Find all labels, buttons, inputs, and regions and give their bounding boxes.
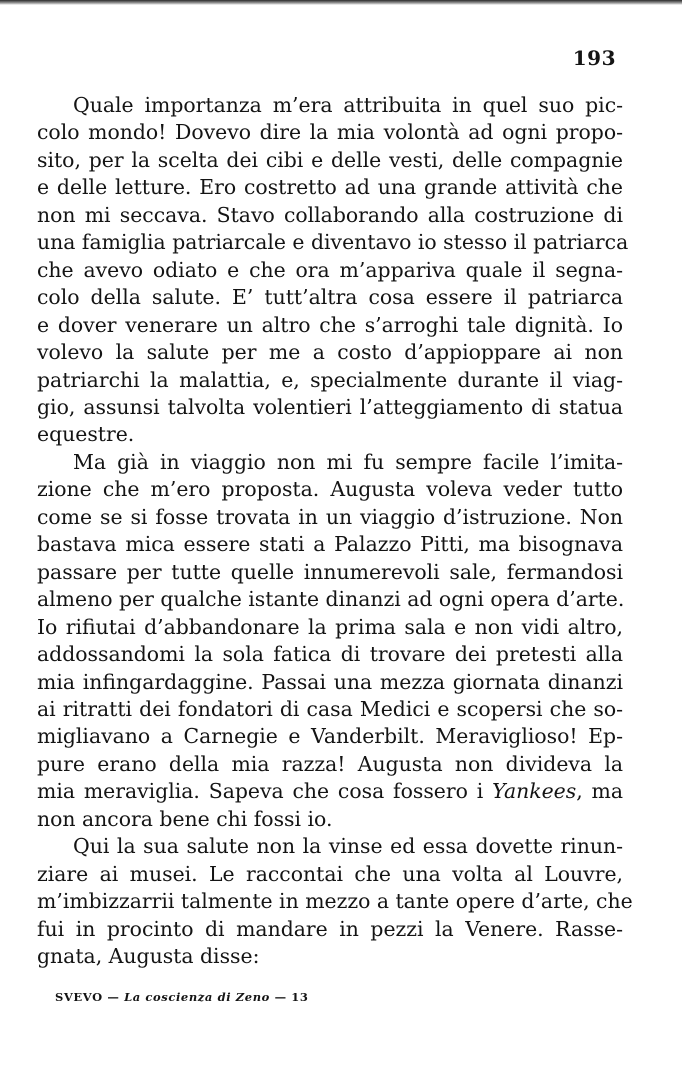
text-line: zione che m’ero proposta. Augusta voleva veder tutto — [37, 477, 623, 502]
text-line: Ma già in viaggio non mi fu sempre facile l’imita- — [73, 449, 623, 474]
text-line: come se si fosse trovata in un viaggio d’istruzione. Non — [37, 504, 623, 529]
text-line: non mi seccava. Stavo collaborando alla costruzione di — [37, 202, 623, 227]
text-line: almeno per qualche istante dinanzi ad ogni opera d’arte. — [37, 587, 625, 612]
text-line: sito, per la scelta dei cibi e delle vesti, delle compagnie — [37, 147, 623, 172]
text-line: Io rifiutai d’abbandonare la prima sala e non vidi altro, — [37, 614, 623, 639]
paragraph-2 — [37, 449, 623, 833]
text-line: e delle letture. Ero costretto ad una grande attività che — [37, 175, 623, 200]
text-line: mia infingardaggine. Passai una mezza giornata dinanzi — [37, 669, 623, 694]
text-line: fui in procinto di mandare in pezzi la Venere. Rasse- — [37, 916, 623, 941]
text-line: ziare ai musei. Le raccontai che una volta al Louvre, — [37, 861, 623, 886]
text-line: migliavano a Carnegie e Vanderbilt. Meraviglioso! Ep- — [37, 724, 623, 749]
text-line: ai ritratti dei fondatori di casa Medici e scopersi che so- — [37, 696, 623, 721]
text-fragment: , ma — [576, 779, 623, 804]
text-line: patriarchi la malattia, e, specialmente durante il viag- — [37, 367, 623, 392]
text-line: addossandomi la sola fatica di trovare dei pretesti alla — [37, 642, 623, 667]
text-line: m’imbizzarrii talmente in mezzo a tante opere d’arte, che — [37, 889, 633, 914]
text-line: Quale importanza m’era attribuita in quel suo pic- — [73, 93, 623, 117]
text-line: gio, assunsi talvolta volentieri l’atteggiamento di statua — [37, 394, 623, 419]
text-line: e dover venerare un altro che s’arroghi tale dignità. Io — [37, 312, 623, 337]
page-top-edge — [0, 0, 682, 5]
text-line: pure erano della mia razza! Augusta non divideva la — [37, 751, 623, 776]
italic-word: Yankees — [492, 779, 577, 804]
text-line: equestre. — [37, 422, 135, 447]
paragraph-3 — [37, 833, 633, 970]
page-number: 193 — [572, 46, 616, 70]
text-line: che avevo odiato e che ora m’appariva quale il segna- — [37, 257, 623, 282]
text-line: colo della salute. E’ tutt’altra cosa essere il patriarca — [37, 285, 623, 310]
text-fragment: mia meraviglia. Sapeva che cosa fossero i — [37, 779, 484, 804]
footer-author: SVEVO — [55, 990, 103, 1004]
text-line: passare per tutte quelle innumerevoli sale, fermandosi — [37, 559, 623, 584]
text-line: volevo la salute per me a costo d’appioppare ai non — [37, 340, 623, 365]
text-line: Qui la sua salute non la vinse ed essa dovette rinun- — [73, 834, 623, 859]
footer-separator: — — [107, 990, 120, 1004]
footer-work-title: La coscienza di Zeno — [124, 990, 270, 1004]
body-text — [37, 92, 633, 971]
text-line: bastava mica essere stati a Palazzo Pitti, ma bisognava — [37, 532, 623, 557]
paragraph-1 — [37, 92, 629, 449]
signature-footer — [55, 990, 309, 1004]
text-line: colo mondo! Dovevo dire la mia volontà ad ogni propo- — [37, 120, 623, 145]
text-line: una famiglia patriarcale e diventavo io stesso il patriarca — [37, 230, 629, 255]
text-line-with-italic — [37, 778, 623, 805]
text-line: non ancora bene chi fossi io. — [37, 806, 333, 831]
footer-signature-number: 13 — [291, 990, 309, 1004]
text-line: gnata, Augusta disse: — [37, 944, 260, 969]
footer-separator: — — [274, 990, 287, 1004]
